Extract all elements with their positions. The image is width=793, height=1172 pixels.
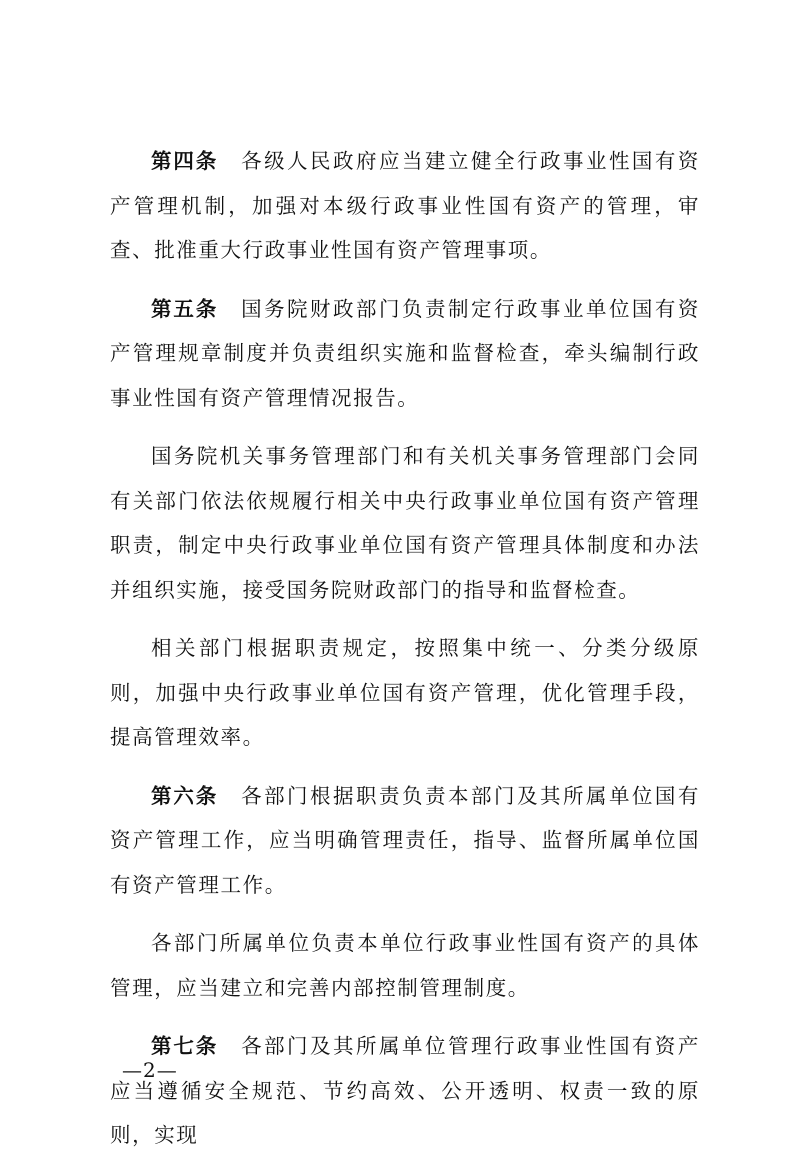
document-body	[110, 139, 700, 1172]
paragraph-text: 各部门所属单位负责本单位行政事业性国有资产的具体管理，应当建立和完善内部控制管理制度。	[110, 931, 700, 1000]
article-heading: 第四条	[151, 149, 219, 173]
paragraph-article-4	[110, 139, 700, 273]
article-heading: 第七条	[151, 1034, 219, 1058]
paragraph-article-5-clause-3	[110, 626, 700, 760]
paragraph-article-7	[110, 1024, 700, 1158]
article-heading: 第五条	[151, 296, 219, 321]
paragraph-text: 相关部门根据职责规定，按照集中统一、分类分级原则，加强中央行政事业单位国有资产管理，优化管理手段，提高管理效率。	[110, 636, 700, 749]
paragraph-text: 各级人民政府应当建立健全行政事业性国有资产管理机制，加强对本级行政事业性国有资产的管理，审查、批准重大行政事业性国有资产管理事项。	[110, 149, 701, 262]
paragraph-text: 国务院机关事务管理部门和有关机关事务管理部门会同有关部门依法依规履行相关中央行政事业单位国有资产管理职责，制定中央行政事业单位国有资产管理具体制度和办法并组织实施，接受国务院财政部门的指导和监督检查。	[110, 444, 700, 602]
paragraph-text: 各部门及其所属单位管理行政事业性国有资产应当遵循安全规范、节约高效、公开透明、权责一致的原则，实现	[110, 1034, 701, 1147]
page-number: —2—	[122, 1058, 178, 1082]
paragraph-article-5-clause-2	[110, 434, 700, 612]
paragraph-text: 各部门根据职责负责本部门及其所属单位国有资产管理工作，应当明确管理责任，指导、监督所属单位国有资产管理工作。	[110, 783, 701, 897]
article-heading: 第六条	[151, 783, 219, 808]
paragraph-text: 国务院财政部门负责制定行政事业单位国有资产管理规章制度并负责组织实施和监督检查，牵头编制行政事业性国有资产管理情况报告。	[110, 296, 701, 410]
paragraph-article-6	[110, 774, 700, 908]
paragraph-article-6-clause-2	[110, 921, 700, 1010]
paragraph-article-5	[110, 287, 700, 421]
